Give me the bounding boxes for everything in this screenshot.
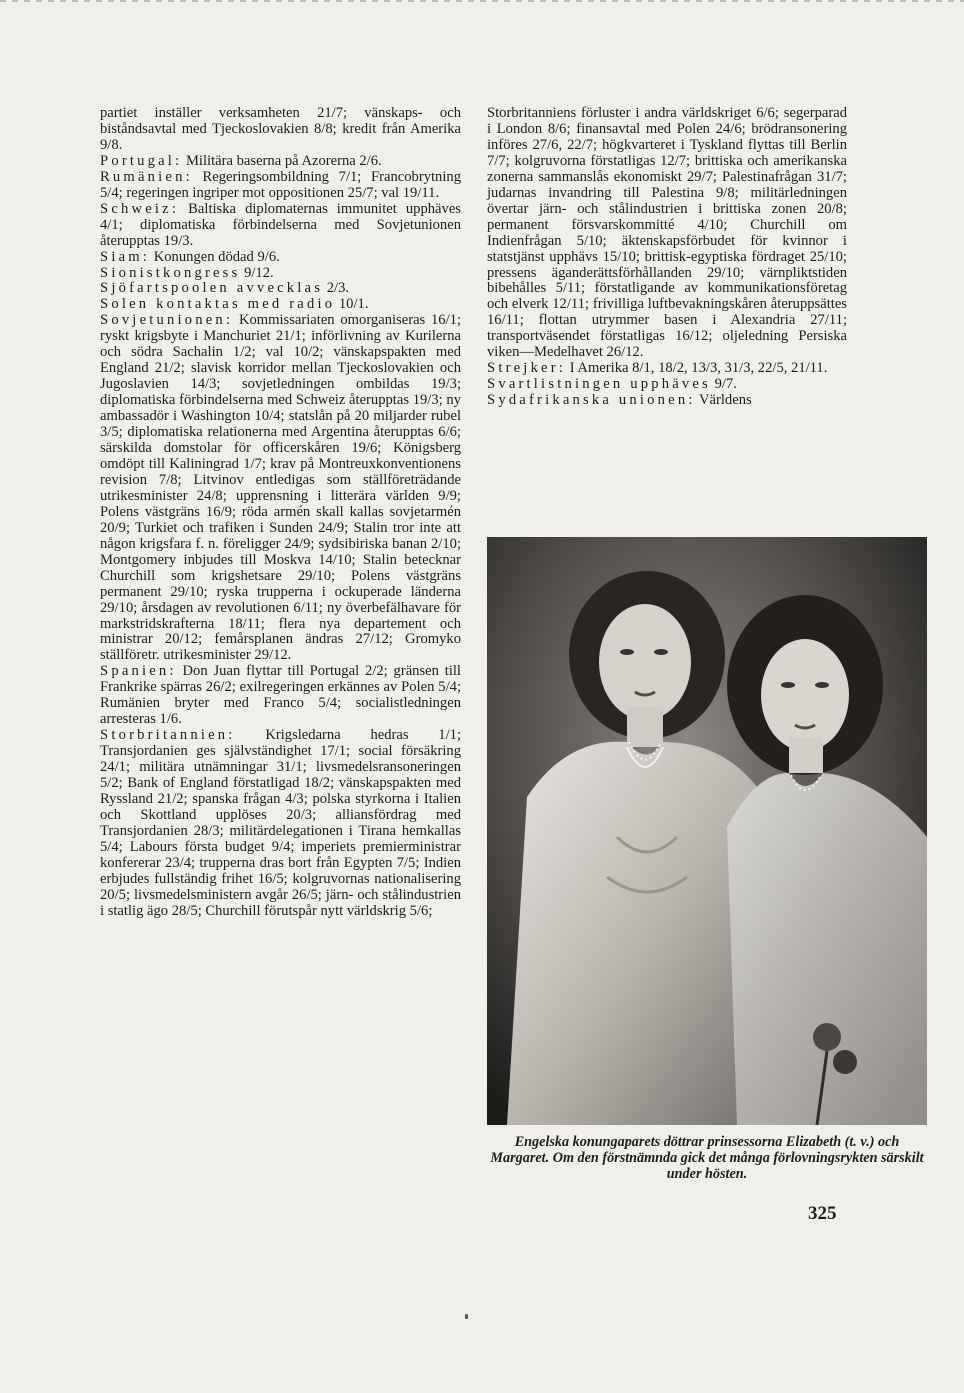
entry-heading: Svartlistningen upphäves (487, 376, 711, 393)
right-column (487, 106, 847, 409)
list-item (487, 377, 847, 393)
list-item (100, 154, 461, 170)
entry-text: Konungen dödad 9/6. (150, 248, 280, 265)
list-item (100, 106, 461, 154)
portrait-photo (487, 537, 927, 1125)
entry-text: 9/12. (240, 264, 274, 281)
entry-heading: Storbritannien: (100, 727, 236, 744)
list-item (100, 728, 461, 919)
list-item (487, 361, 847, 377)
entry-text: Baltiska diplomaternas immunitet upphäves 4/1; diplomatiska förbindelserna med Sovjetunionen återupptas 19/3. (100, 200, 461, 249)
entry-heading: Solen kontaktas med radio (100, 296, 336, 313)
entry-text: 9/7. (710, 376, 737, 393)
entry-heading: Spanien: (100, 663, 177, 680)
entry-text: Militära baserna på Azorerna 2/6. (182, 152, 382, 169)
list-item (100, 297, 461, 313)
entry-heading: Rumänien: (100, 168, 193, 185)
photo-illustration (487, 537, 927, 1125)
entry-heading: Sovjetunionen: (100, 312, 234, 329)
left-column (100, 106, 461, 920)
list-item (100, 313, 461, 664)
list-item (487, 393, 847, 409)
entry-text: 2/3. (323, 280, 350, 297)
entry-heading: Sionistkongress (100, 264, 241, 281)
entry-heading: Sjöfartspoolen avvecklas (100, 280, 324, 297)
list-item (100, 202, 461, 250)
list-item (487, 106, 847, 361)
entry-heading: Siam: (100, 248, 151, 265)
entry-heading: Sydafrikanska unionen: (487, 392, 696, 409)
list-item (100, 281, 461, 297)
entry-text: 10/1. (335, 296, 369, 313)
top-edge-perforation (0, 0, 964, 2)
entry-text: Krigsledarna hedras 1/1; Transjordanien ges självständighet 17/1; social försäkring 24/1; militära utnämningar 31/1; livsmedelsransoneringen 5/2; Bank of England förstatligad 18/2; vänskapspakten med Ryssland 21/2; spanska frågan 4/3; polska styrkorna i Italien och Skottland upplöses 20/3; alliansfördrag med Transjordanien 28/3; militärdelegationen i Tirana hemkallas 5/4; Labours första budget 9/4; imperiets premierministrar konfererar 23/4; trupperna dras bort från Egypten 7/5; Indien erbjudes fullständig frihet 16/5; kolgruvornas nationalisering 20/5; livsmedelsministern avgår 26/5; järn- och stålindustrien i statlig ägo 28/5; Churchill förutspår nytt världskrig 5/6; (100, 727, 461, 919)
entry-heading: Schweiz: (100, 200, 180, 217)
entry-heading: Portugal: (100, 152, 183, 169)
list-item (100, 170, 461, 202)
entry-text: I Amerika 8/1, 18/2, 13/3, 31/3, 22/5, 21/11. (566, 360, 828, 377)
list-item (100, 266, 461, 282)
list-item (100, 664, 461, 728)
entry-text: Regeringsombildning 7/1; Francobrytning 5/4; regeringen ingriper mot oppositionen 25/7; val 19/11. (100, 168, 461, 201)
photo-caption: Engelska konungaparets döttrar prinsessorna Elizabeth (t. v.) och Margaret. Om den förstnämnda gick det många förlovningsrykten särskilt under hösten. (490, 1134, 924, 1182)
entry-text: partiet inställer verksamheten 21/7; vänskaps- och biståndsavtal med Tjeckoslovakien 8/8; kredit från Amerika 9/8. (100, 105, 461, 153)
entry-text: Världens (695, 392, 752, 409)
entry-text: Kommissariaten omorganiseras 16/1; ryskt krigsbyte i Manchuriet 21/1; införlivning av Kurilerna och södra Sachalin 1/2; val 10/2; vänskapspakten med England 21/2; slavisk korridor mellan Tjeckoslovakien och Jugoslavien 14/3; sovjetledningen ombildas 19/3; diplomatiska förbindelserna med Schweiz återupptas 19/3; ny ambassadör i Washington 10/4; statslån på 20 miljarder rubel 3/5; diplomatiska relationerna med Argentina återupptas 6/6; särskilda domstolar för officerskåren 19/6; Königsberg omdöpt till Kaliningrad 1/7; krav på Montreuxkonventionens revision 7/8; Litvinov entledigas som ställföreträdande utrikesminister 24/8; upprensning i litterära världen 9/9; Polens västgräns 16/9; röda armén skall kallas sovjetarmén 20/9; Turkiet och trafiken i Sunden 24/9; Stalin tror inte att någon krigsfara f. n. föreligger 24/9; sydsibiriska banan 2/10; Montgomery inbjudes till Moskva 14/10; Stalin betecknar Churchill som krigshetsare 29/10; Polens västgräns permanent 29/10; ryska trupperna i ockuperade länderna 29/10; årsdagen av revolutionen 6/11; ny överbefälhavare för markstridskrafterna 18/11; flera nya departement och ministrar 20/12; femårsplanen ändras 27/12; Gromyko ställföretr. utrikesminister 29/12. (100, 312, 461, 664)
ink-mark (465, 1314, 468, 1319)
page-number: 325 (808, 1203, 837, 1224)
entry-heading: Strejker: (487, 360, 567, 377)
entry-text: Don Juan flyttar till Portugal 2/2; gränsen till Frankrike spärras 26/2; exilregeringen erkännes av Polen 5/4; Rumänien bryter med Franco 5/4; socialistledningen arresteras 1/6. (100, 663, 461, 728)
list-item (100, 250, 461, 266)
entry-text: Storbritanniens förluster i andra världskriget 6/6; segerparad i London 8/6; finansavtal med Polen 24/6; brödransonering införes 27/6, 22/7; högkvarteret i Tyskland flyttas till Berlin 7/7; kolgruvorna förstatligas 12/7; brittiska och amerikanska zonerna sammanslås ekonomiskt 29/7; Palestinafrågan 31/7; judarnas invandring till Palestina 9/8; militärledningen övertar järn- och stålindustrien i brittiska zonen 20/8; permanent försvarskommitté 4/10; Churchill om Indienfrågan 5/10; äktenskapsförbudet för kvinnor i statstjänst upphävs 15/10; brittisk-egyptiska fördraget 25/10; pressens äganderättsförhållanden 29/10; värnpliktstiden bibehålles 5/11; förstatligande av kommunikationsföretag och elverk 12/11; frivilliga luftbevakningskåren återuppsättes 16/11; flottan utrymmer basen i Alexandria 27/11; transportväsendet förstatligas 16/12; oljeledning Persiska viken—Medelhavet 26/12. (487, 105, 847, 361)
